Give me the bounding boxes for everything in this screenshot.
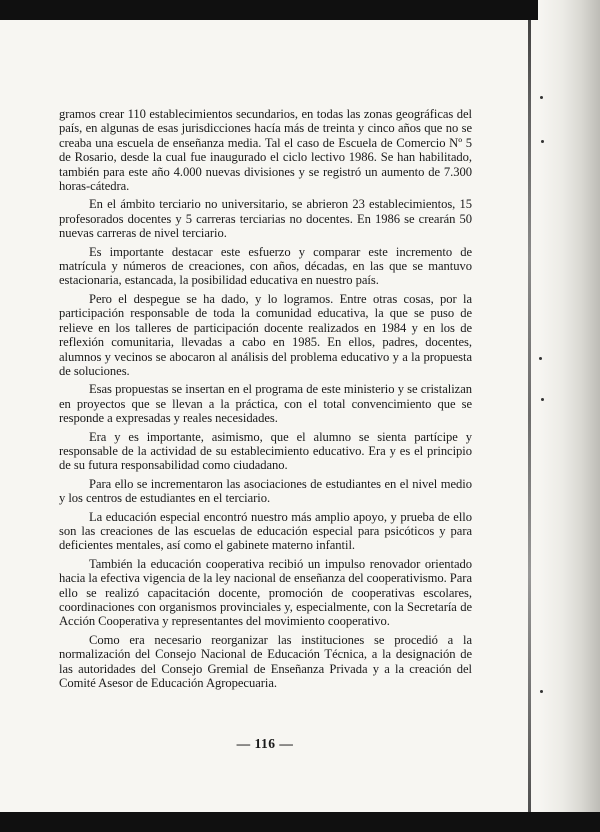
scan-speck — [539, 357, 542, 360]
page-edge-line — [528, 20, 531, 812]
paragraph: En el ámbito terciario no universitario, se abrieron 23 establecimientos, 15 profesorados docentes y 5 carreras terciarias no docentes. En 1986 se crearán 50 nuevas carreras de nivel terciario. — [59, 197, 472, 241]
scan-border-bottom — [0, 812, 600, 832]
document-body — [59, 107, 472, 694]
paragraph: Pero el despegue se ha dado, y lo logramos. Entre otras cosas, por la participación responsable de toda la comunidad educativa, la que se puso de relieve en los talleres de participación docente realizados en 1984 y en los de reflexión comunitaria, llevadas a cabo en 1985. En ellos, padres, docentes, alumnos y vecinos se abocaron al análisis del problema educativo y a la propuesta de soluciones. — [59, 291, 472, 378]
paragraph: Como era necesario reorganizar las instituciones se procedió a la normalización del Consejo Nacional de Educación Técnica, a la designación de las autoridades del Consejo Gremial de Enseñanza Privada y a la creación del Comité Asesor de Educación Agropecuaria. — [59, 632, 472, 691]
paragraph: Esas propuestas se insertan en el programa de este ministerio y se cristalizan en proyectos que se llevan a la práctica, con el total convencimiento que se responde a expresadas y reales necesidades. — [59, 382, 472, 426]
paragraph: Es importante destacar este esfuerzo y comparar este incremento de matrícula y números de creaciones, con años, décadas, en las que se mantuvo estacionaria, estancada, la posibilidad educativa en nuestro país. — [59, 244, 472, 288]
scan-speck — [541, 398, 544, 401]
scan-speck — [540, 690, 543, 693]
paragraph: gramos crear 110 establecimientos secundarios, en todas las zonas geográficas del país, en algunas de esas jurisdicciones hacía más de treinta y cinco años que no se creaba una escuela de enseñanza media. Tal el caso de Escuela de Comercio Nº 5 de Rosario, desde la cual fue inaugurado el ciclo lectivo 1986. Se han habilitado, también para este año 4.000 nuevas divisiones y se registró un aumento de 7.300 horas-cátedra. — [59, 107, 472, 194]
paragraph: La educación especial encontró nuestro más amplio apoyo, y prueba de ello son las creaciones de las escuelas de educación especial para psicóticos y para deficientes mentales, así como el gabinete materno infantil. — [59, 509, 472, 553]
scan-speck — [541, 140, 544, 143]
scan-shadow-right — [538, 0, 600, 832]
scan-speck — [540, 96, 543, 99]
paragraph: Para ello se incrementaron las asociaciones de estudiantes en el nivel medio y los centros de estudiantes en el terciario. — [59, 476, 472, 506]
paragraph: También la educación cooperativa recibió un impulso renovador orientado hacia la efectiva vigencia de la ley nacional de enseñanza del cooperativismo. Para ello se realizó capacitación docente, promoción de cooperativas escolares, coordinaciones con organismos provinciales y, especialmente, con la Secretaría de Acción Cooperativa y representantes del movimiento cooperativo. — [59, 556, 472, 629]
scan-border-top — [0, 0, 600, 20]
page-number: — 116 — — [236, 736, 294, 751]
paragraph: Era y es importante, asimismo, que el alumno se sienta partícipe y responsable de la actividad de su establecimiento educativo. Era y es el principio de su futura responsabilidad como ciudadano. — [59, 429, 472, 473]
